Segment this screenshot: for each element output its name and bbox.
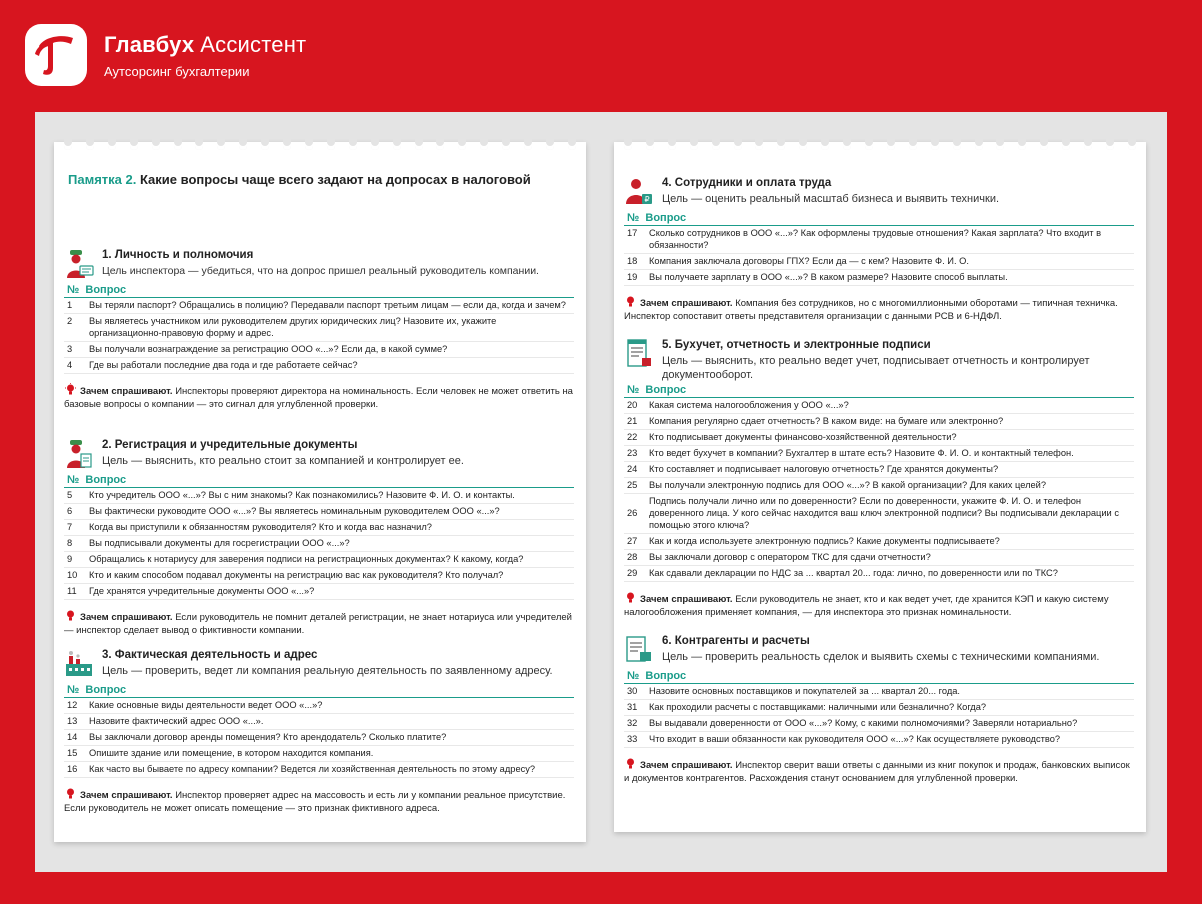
section-title: 1. Личность и полномочия (102, 249, 254, 261)
brand-name (104, 32, 306, 58)
section-employees (624, 176, 1134, 323)
table-row: 13 Назовите фактический адрес ООО «...». (64, 714, 574, 730)
section-accounting (624, 338, 1134, 619)
table-row: 25 Вы получали электронную подпись для ООО «...»? В какой организации? Для каких целей? (624, 478, 1134, 494)
section-identity (64, 248, 574, 411)
table-row: 23 Кто ведет бухучет в компании? Бухгалтер в штате есть? Назовите Ф. И. О. и контактный телефон. (624, 446, 1134, 462)
table-row: 30 Назовите основных поставщиков и покупателей за ... квартал 20... года. (624, 684, 1134, 700)
table-row: 26 Подпись получали лично или по доверенности? Если по доверенности, укажите Ф. И. О. и телефон доверенного лица. У кого сейчас находится ваш ключ электронной подписи? Вы подписывали декларации с помощью этого ключа? (624, 494, 1134, 534)
section-goal: Цель — проверить, ведет ли компания реальную деятельность по заявленному адресу. (102, 665, 553, 677)
table-row: 11 Где хранятся учредительные документы ООО «...»? (64, 584, 574, 600)
why-note: Зачем спрашивают. Если руководитель не знает, кто и как ведет учет, где хранится КЭП и какую систему налогообложения применяет компания, — для инспектора это признак номинальности. (624, 591, 1134, 619)
section-goal: Цель — оценить реальный масштаб бизнеса и выявить технички. (662, 193, 1000, 205)
logo-letter-icon (25, 24, 87, 86)
brand-bold: Главбух (104, 32, 195, 57)
svg-text:₽: ₽ (644, 195, 650, 204)
table-row: 20 Какая система налогообложения у ООО «...»? (624, 398, 1134, 414)
site-header (0, 0, 1202, 110)
table-row: 10 Кто и каким способом подавал документы на регистрацию вас как руководителя? Кто получал? (64, 568, 574, 584)
lightbulb-icon (624, 295, 637, 308)
brand-subtitle: Аутсорсинг бухгалтерии (104, 64, 250, 79)
table-row: 16 Как часто вы бываете по адресу компании? Ведется ли хозяйственная деятельность по этому адресу? (64, 762, 574, 778)
table-header: № Вопрос (624, 212, 1134, 226)
table-row: 15 Опишите здание или помещение, в котором находится компания. (64, 746, 574, 762)
table-row: 18 Компания заключала договоры ГПХ? Если да — с кем? Назовите Ф. И. О. (624, 254, 1134, 270)
table-row: 9 Обращались к нотариусу для заверения подписи на регистрационных документах? К какому, когда? (64, 552, 574, 568)
factory-icon (64, 648, 94, 680)
table-row: 5 Кто учредитель ООО «...»? Вы с ним знакомы? Как познакомились? Назовите Ф. И. О. и контакты. (64, 488, 574, 504)
table-row: 32 Вы выдавали доверенности от ООО «...»? Кому, с какими полномочиями? Заверяли нотариально? (624, 716, 1134, 732)
section-title: 6. Контрагенты и расчеты (662, 635, 810, 647)
title-rest: Какие вопросы чаще всего задают на допросах в налоговой (136, 172, 531, 187)
table-row: 29 Как сдавали декларации по НДС за ... квартал 20... года: лично, по доверенности или по ТКС? (624, 566, 1134, 582)
table-row: 21 Компания регулярно сдает отчетность? В каком виде: на бумаге или электронно? (624, 414, 1134, 430)
person-id-icon (64, 248, 94, 280)
table-row: 22 Кто подписывает документы финансово-хозяйственной деятельности? (624, 430, 1134, 446)
table-header: № Вопрос (624, 670, 1134, 684)
table-header: № Вопрос (624, 384, 1134, 398)
employee-icon (624, 176, 654, 208)
document-title (68, 172, 531, 187)
section-title: 4. Сотрудники и оплата труда (662, 177, 832, 189)
lightbulb-icon (624, 757, 637, 770)
table-row: 14 Вы заключали договор аренды помещения? Кто арендодатель? Сколько платите? (64, 730, 574, 746)
section-title: 2. Регистрация и учредительные документы (102, 439, 358, 451)
table-row: 8 Вы подписывали документы для госрегистрации ООО «...»? (64, 536, 574, 552)
table-row: 4 Где вы работали последние два года и где работаете сейчас? (64, 358, 574, 374)
table-header: № Вопрос (64, 284, 574, 298)
section-title: 5. Бухучет, отчетность и электронные подписи (662, 339, 931, 351)
section-goal: Цель — проверить реальность сделок и выявить схемы с техническими компаниями. (662, 651, 1100, 663)
title-accent: Памятка 2. (68, 172, 137, 187)
person-documents-icon (64, 438, 94, 470)
contract-icon (624, 634, 654, 666)
table-row: 1 Вы теряли паспорт? Обращались в полицию? Передавали паспорт третьим лицам — если да, когда и зачем? (64, 298, 574, 314)
table-header: № Вопрос (64, 684, 574, 698)
section-counterparties (624, 634, 1134, 785)
page-right (614, 142, 1146, 832)
section-activity (64, 648, 574, 815)
lightbulb-icon (64, 609, 77, 622)
why-note: Зачем спрашивают. Компания без сотрудников, но с многомиллионными оборотами — типичная техничка. Инспектор сопоставит ответы представителя организации с данными РСВ и 6-НДФЛ. (624, 295, 1134, 323)
section-goal: Цель инспектора — убедиться, что на допрос пришел реальный руководитель компании. (102, 265, 539, 277)
table-header: № Вопрос (64, 474, 574, 488)
table-row: 3 Вы получали вознаграждение за регистрацию ООО «...»? Если да, в какой сумме? (64, 342, 574, 358)
table-row: 31 Как проходили расчеты с поставщиками: наличными или безналично? Когда? (624, 700, 1134, 716)
section-goal: Цель — выяснить, кто реально ведет учет, подписывает отчетность и контролирует документооборот. (662, 355, 1090, 381)
binder-holes (624, 130, 1136, 152)
section-registration (64, 438, 574, 637)
table-row: 2 Вы являетесь участником или руководителем других юридических лиц? Назовите их, укажите организационно-правовую форму и адрес. (64, 314, 574, 342)
table-row: 27 Как и когда используете электронную подпись? Какие документы подписываете? (624, 534, 1134, 550)
table-row: 33 Что входит в ваши обязанности как руководителя ООО «...»? Как осуществляете руководство? (624, 732, 1134, 748)
page-left (54, 142, 586, 842)
lightbulb-icon (64, 787, 77, 800)
brand-thin: Ассистент (200, 32, 307, 57)
table-row: 6 Вы фактически руководите ООО «...»? Вы являетесь номинальным руководителем ООО «...»? (64, 504, 574, 520)
section-title: 3. Фактическая деятельность и адрес (102, 649, 318, 661)
table-row: 7 Когда вы приступили к обязанностям руководителя? Кто и когда вас назначил? (64, 520, 574, 536)
why-note: Зачем спрашивают. Инспектор проверяет адрес на массовость и есть ли у компании реальное присутствие. Если руководитель не может описать помещение — это признак фиктивного адреса. (64, 787, 574, 815)
table-row: 17 Сколько сотрудников в ООО «...»? Как оформлены трудовые отношения? Какая зарплата? Что входит в обязанности? (624, 226, 1134, 254)
lightbulb-icon (624, 591, 637, 604)
binder-holes (64, 130, 576, 152)
document-signature-icon (624, 338, 654, 370)
section-goal: Цель — выяснить, кто реально стоит за компанией и контролирует ее. (102, 455, 464, 467)
why-note: Зачем спрашивают. Если руководитель не помнит деталей регистрации, не знает нотариуса или учредителей — инспектор сделает вывод о фиктивности компании. (64, 609, 574, 637)
table-row: 28 Вы заключали договор с оператором ТКС для сдачи отчетности? (624, 550, 1134, 566)
glavbukh-logo[interactable] (25, 24, 87, 86)
why-note: Зачем спрашивают. Инспекторы проверяют директора на номинальность. Если человек не может ответить на базовые вопросы о компании — это сигнал для углубленной проверки. (64, 383, 574, 411)
why-note: Зачем спрашивают. Инспектор сверит ваши ответы с данными из книг покупок и продаж, банковских выписок и документов контрагентов. Расхождения станут основанием для углубленной проверки. (624, 757, 1134, 785)
lightbulb-icon (64, 383, 77, 396)
table-row: 12 Какие основные виды деятельности ведет ООО «...»? (64, 698, 574, 714)
table-row: 19 Вы получаете зарплату в ООО «...»? В каком размере? Назовите способ выплаты. (624, 270, 1134, 286)
table-row: 24 Кто составляет и подписывает налоговую отчетность? Где хранятся документы? (624, 462, 1134, 478)
